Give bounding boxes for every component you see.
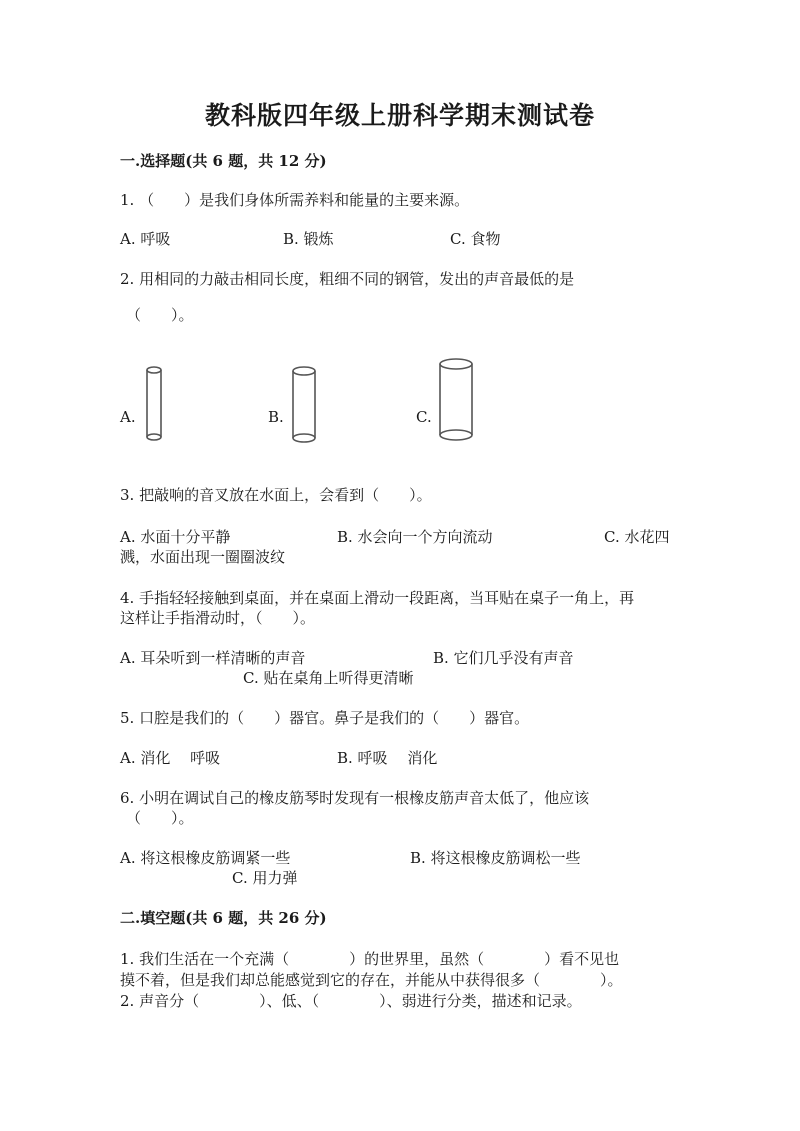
question-2-option-b: B. [268,408,284,426]
question-4-stem-line-1: 4. 手指轻轻接触到桌面，并在桌面上滑动一段距离，当耳贴在桌子一角上，再 [120,589,635,607]
medium-tube-icon [289,366,319,444]
section-heading-choice: 一.选择题(共 6 题，共 12 分) [120,152,327,170]
question-6-option-b: B. 将这根橡皮筋调松一些 [410,849,581,867]
question-6-stem-line-1: 6. 小明在调试自己的橡皮筋琴时发现有一根橡皮筋声音太低了，他应该 [120,789,590,807]
question-1-stem: 1. （ ）是我们身体所需养料和能量的主要来源。 [120,191,470,209]
question-3-option-b: B. 水会向一个方向流动 [337,528,493,546]
question-2-option-c: C. [416,408,432,426]
section-heading-fill-in: 二.填空题(共 6 题，共 26 分) [120,909,327,927]
question-5-option-b: B. 呼吸 消化 [337,749,438,767]
question-4-option-c: C. 贴在桌角上听得更清晰 [243,669,414,687]
question-1-option-a: A. 呼吸 [120,230,171,248]
question-4-option-a: A. 耳朵听到一样清晰的声音 [120,649,306,667]
question-1-option-c: C. 食物 [450,230,501,248]
question-5-stem: 5. 口腔是我们的（ ）器官。鼻子是我们的（ ）器官。 [120,709,530,727]
question-3-option-a: A. 水面十分平静 [120,528,231,546]
fill-1-line-1: 1. 我们生活在一个充满（ ）的世界里，虽然（ ）看不见也 [120,950,620,968]
question-3-stem: 3. 把敲响的音叉放在水面上，会看到（ ）。 [120,486,432,504]
thick-tube-icon [436,358,476,442]
page-title: 教科版四年级上册科学期末测试卷 [204,101,595,130]
question-2-option-a: A. [120,408,136,426]
question-3-option-c-continued: 溅，水面出现一圈圈波纹 [120,548,286,566]
question-2-stem-line-2: （ ）。 [126,306,194,324]
question-2-stem-line-1: 2. 用相同的力敲击相同长度，粗细不同的钢管，发出的声音最低的是 [120,270,575,288]
question-6-stem-line-2: （ ）。 [126,809,194,827]
question-5-option-a: A. 消化 呼吸 [120,749,221,767]
question-1-option-b: B. 锻炼 [283,230,334,248]
fill-2: 2. 声音分（ ）、低、（ ）、弱进行分类，描述和记录。 [120,992,582,1010]
thin-tube-icon [144,366,164,442]
question-6-option-a: A. 将这根橡皮筋调紧一些 [120,849,291,867]
question-4-stem-line-2: 这样让手指滑动时，（ ）。 [120,609,316,627]
fill-1-line-2: 摸不着，但是我们却总能感觉到它的存在，并能从中获得很多（ ）。 [120,971,623,989]
question-3-option-c: C. 水花四 [604,528,670,546]
question-4-option-b: B. 它们几乎没有声音 [433,649,574,667]
question-6-option-c: C. 用力弹 [232,869,298,887]
